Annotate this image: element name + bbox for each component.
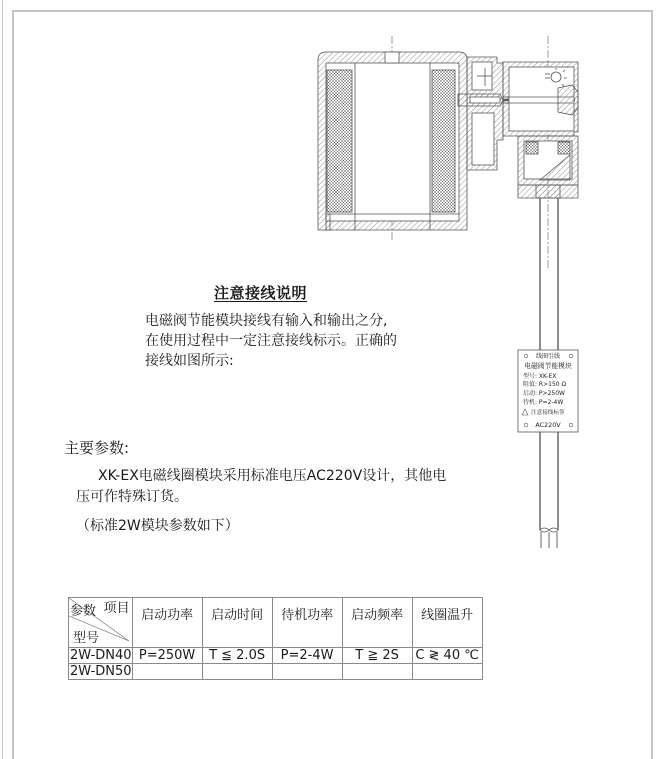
wiring-instructions: [145, 311, 435, 371]
table-cell: T ≧ 2S: [342, 648, 412, 664]
svg-text:型号: XK-EX: 型号: XK-EX: [523, 373, 557, 380]
frame-border-left: [12, 10, 14, 759]
table-cell: [132, 664, 202, 680]
table-cell: P=2-4W: [272, 648, 342, 664]
corner-label-items: 项目: [103, 601, 130, 616]
frame-border-top: [12, 10, 653, 12]
svg-text:AC220V: AC220V: [535, 421, 561, 429]
column-header: 待机功率: [272, 598, 342, 648]
wiring-line: 接线如图所示:: [145, 353, 234, 369]
model-cell: 2W-DN50: [70, 664, 132, 679]
description-line: 压可作特殊订货。: [76, 489, 188, 505]
page-edge-line: [2, 0, 3, 759]
table-cell: P=250W: [132, 648, 202, 664]
frame-border-right: [651, 10, 653, 759]
corner-label-params: 参数: [70, 604, 97, 619]
svg-text:阻值: R>150 Ω: 阻值: R>150 Ω: [523, 381, 567, 388]
main-parameters-heading: 主要参数:: [64, 439, 130, 457]
column-header: 启动时间: [202, 598, 272, 648]
parameters-description: [76, 466, 496, 508]
svg-text:启动: P>250W: 启动: P>250W: [523, 390, 565, 397]
column-header: 启动功率: [132, 598, 202, 648]
model-cell: 2W-DN40: [70, 648, 132, 663]
table-cell: C ≷ 40 ℃: [412, 648, 482, 664]
spec-table: [68, 597, 483, 680]
table-cell: T ≦ 2.0S: [202, 648, 272, 664]
table-cell: [272, 664, 342, 680]
table-corner-cell: [69, 598, 133, 648]
table-row: [69, 664, 483, 680]
table-cell: [412, 664, 482, 680]
standard-module-note: （标准2W模块参数如下）: [76, 518, 239, 534]
wiring-line: 在使用过程中一定注意接线标示。正确的: [145, 333, 397, 349]
svg-text:注意接线标签: 注意接线标签: [531, 410, 565, 416]
table-cell: [342, 664, 412, 680]
svg-text:待机: P=2-4W: 待机: P=2-4W: [523, 399, 564, 406]
svg-text:线圈引线: 线圈引线: [535, 353, 561, 360]
description-line: XK-EX电磁线圈模块采用标准电压AC220V设计，其他电: [98, 468, 447, 484]
table-cell: [202, 664, 272, 680]
corner-label-model: 型号: [73, 631, 100, 646]
column-header: 启动频率: [342, 598, 412, 648]
column-header: 线圈温升: [412, 598, 482, 648]
table-header-row: [69, 598, 483, 648]
svg-text:电磁阀节能模块: 电磁阀节能模块: [524, 362, 572, 370]
wiring-line: 电磁阀节能模块接线有输入和输出之分,: [145, 313, 388, 329]
wiring-notice-title: 注意接线说明: [214, 284, 308, 302]
table-row: [69, 648, 483, 664]
